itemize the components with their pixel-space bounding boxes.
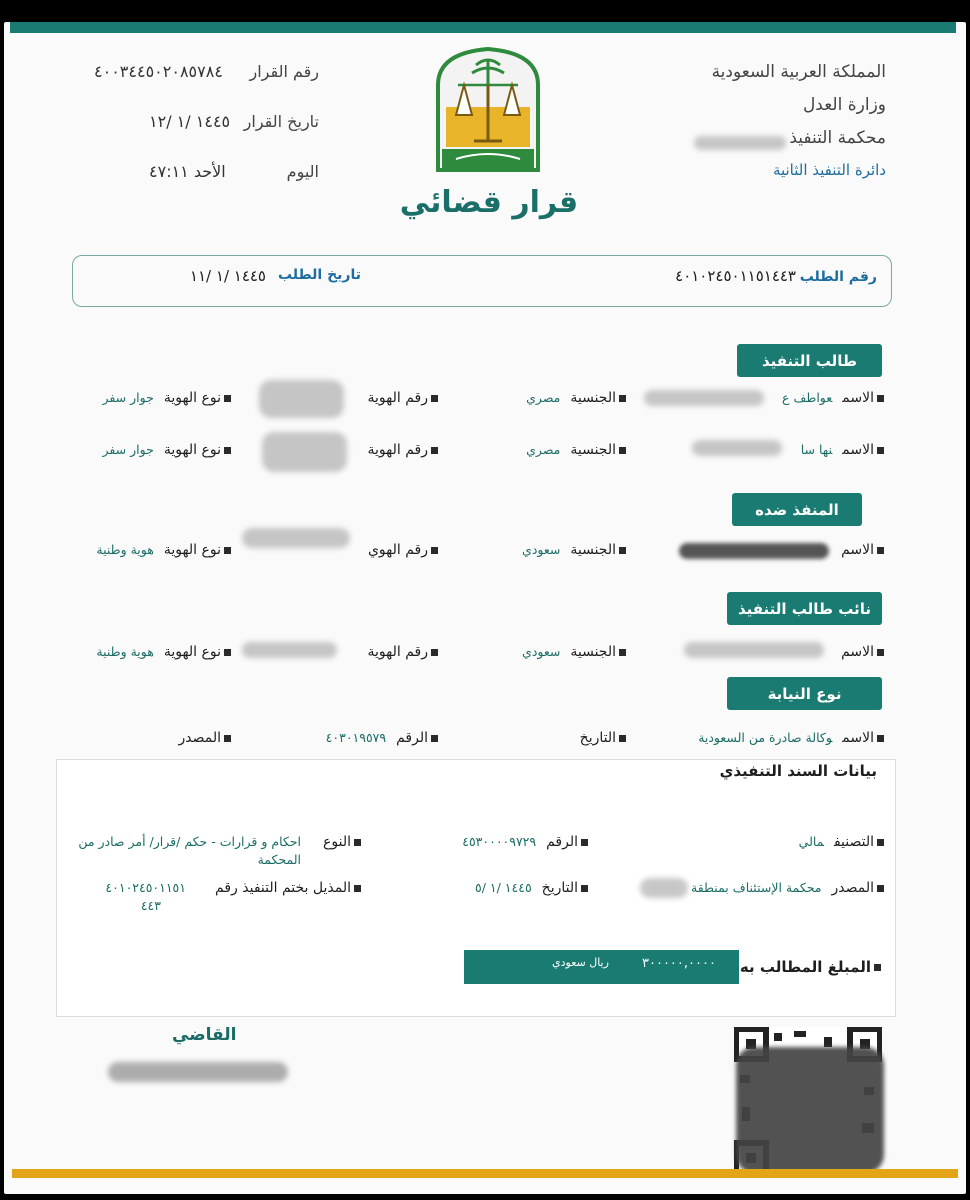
request-date-value: ١٤٤٥ /١ /١١ <box>189 267 266 285</box>
kingdom-name: المملكة العربية السعودية <box>711 62 886 82</box>
exec-stamped: المذيل بختم التنفيذ رقم <box>215 880 361 896</box>
decision-no-value: ٤٠٠٣٤٤٥٠٢٠٨٥٧٨٤ <box>94 62 223 81</box>
applicant-1-id-number: رقم الهوية <box>368 390 438 406</box>
request-date-label: تاريخ الطلب <box>277 267 361 283</box>
redaction-deputy-id <box>242 642 337 658</box>
exec-amount-label: المبلغ المطالب به <box>740 958 881 976</box>
redaction-court <box>694 136 786 150</box>
deputy-heading: نائب طالب التنفيذ <box>727 592 882 625</box>
judge-label: القاضي <box>172 1025 237 1045</box>
decision-date-value: ١٤٤٥ /١ /١٢ <box>149 112 231 131</box>
exec-number: الرقم٤٥٣٠٠٠٠٩٧٢٩ <box>462 834 588 850</box>
applicant-1-id-type: نوع الهويةجوار سفر <box>102 390 231 406</box>
applicant-2-name: الاسمنها سا <box>801 442 884 458</box>
deputy-id-type: نوع الهويةهوية وطنية <box>96 644 231 660</box>
applicant-2-nationality: الجنسيةمصري <box>526 442 626 458</box>
redaction-applicant-1-id <box>259 380 344 418</box>
redaction-judge-signature <box>108 1062 288 1082</box>
ministry-name: وزارة العدل <box>802 95 886 115</box>
representation-source: المصدر <box>179 730 232 746</box>
deputy-name: الاسم <box>841 644 884 660</box>
respondent-name: الاسم <box>841 542 884 558</box>
amount-value: ٣٠٠٠٠٠,٠٠٠٠ <box>642 956 716 971</box>
exec-type-value-2: المحكمة <box>257 852 301 867</box>
request-no-label: رقم الطلب <box>799 269 877 285</box>
header-authority <box>626 62 886 194</box>
amount-currency: ريال سعودي <box>552 956 609 969</box>
executive-document-heading: بيانات السند التنفيذي <box>719 762 877 780</box>
exec-stamped-value-1: ٤٠١٠٢٤٥٠١١٥١ <box>105 880 186 895</box>
department-name: دائرة التنفيذ الثانية <box>772 161 886 179</box>
redaction-respondent-name <box>679 543 829 559</box>
representation-date: التاريخ <box>580 730 626 746</box>
redaction-respondent-id <box>242 528 350 548</box>
exec-source: المصدرمحكمة الإستئناف بمنطقة <box>691 880 884 896</box>
redaction-deputy-name <box>684 642 824 658</box>
applicant-1-name: الاسمعواطف ع <box>782 390 884 406</box>
qr-code-icon <box>734 1027 882 1175</box>
court-name: محكمة التنفيذ <box>789 128 886 148</box>
respondent-nationality: الجنسيةسعودي <box>522 542 626 558</box>
decision-document <box>4 22 966 1194</box>
request-no-value: ٤٠١٠٢٤٥٠١١٥١٤٤٣ <box>675 267 796 285</box>
exec-type-value-1: احكام و قرارات - حكم /قرار/ أمر صادر من <box>78 834 301 849</box>
amount-bar <box>464 950 739 984</box>
redaction-qr <box>736 1047 884 1173</box>
deputy-nationality: الجنسيةسعودي <box>522 644 626 660</box>
redaction-exec-source <box>640 878 688 898</box>
bottom-accent-bar <box>12 1169 958 1178</box>
respondent-id-number: رقم الهوي <box>368 542 438 558</box>
day-label: اليوم <box>286 162 319 181</box>
redaction-applicant-2-id <box>262 432 347 472</box>
document-title: قرار قضائي <box>399 185 579 220</box>
respondent-heading: المنفذ ضده <box>732 493 862 526</box>
applicant-2-id-number: رقم الهوية <box>368 442 438 458</box>
redaction-applicant-2-name <box>692 440 782 456</box>
ministry-emblem-icon <box>428 45 548 180</box>
applicant-1-nationality: الجنسيةمصري <box>526 390 626 406</box>
representation-number: الرقم٤٠٣٠١٩٥٧٩ <box>326 730 438 746</box>
deputy-id-number: رقم الهوية <box>368 644 438 660</box>
top-accent-bar <box>10 22 956 33</box>
respondent-id-type: نوع الهويةهوية وطنية <box>96 542 231 558</box>
exec-date: التاريخ١٤٤٥ /١ /٥ <box>475 880 588 896</box>
request-info-box <box>72 255 892 307</box>
representation-name: الاسموكالة صادرة من السعودية <box>698 730 884 746</box>
representation-heading: نوع النيابة <box>727 677 882 710</box>
applicants-heading: طالب التنفيذ <box>737 344 882 377</box>
decision-meta <box>94 62 324 212</box>
applicant-2-id-type: نوع الهويةجوار سفر <box>102 442 231 458</box>
decision-date-label: تاريخ القرار <box>243 112 319 131</box>
exec-stamped-value-2: ٤٤٣ <box>140 898 161 913</box>
decision-no-label: رقم القرار <box>249 62 319 81</box>
redaction-applicant-1-name <box>644 390 764 406</box>
exec-type: النوع <box>323 834 361 850</box>
day-value: الأحد ٤٧:١١ <box>149 162 226 181</box>
exec-classification: التصنيفمالي <box>799 834 884 850</box>
